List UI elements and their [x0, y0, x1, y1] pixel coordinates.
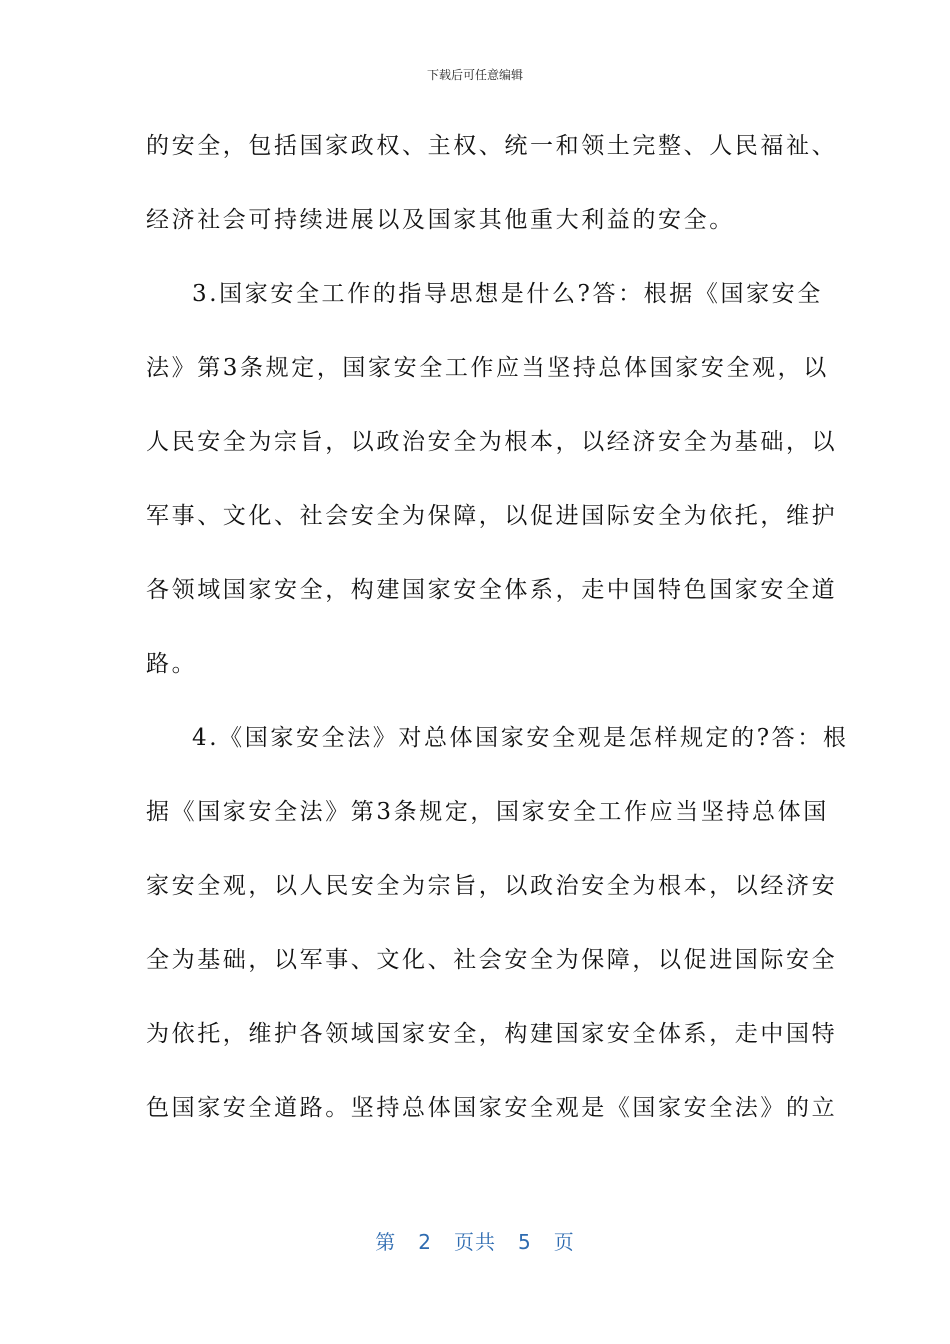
text-line: 色国家安全道路。坚持总体国家安全观是《国家安全法》的立	[146, 1095, 838, 1121]
text-line: 路。	[146, 651, 198, 677]
footer-suffix: 页	[553, 1230, 575, 1254]
question-4-line: 4.《国家安全法》对总体国家安全观是怎样规定的?答：根	[192, 725, 849, 751]
text-line: 家安全观，以人民安全为宗旨，以政治安全为根本，以经济安	[146, 873, 838, 899]
question-3-line: 3.国家安全工作的指导思想是什么?答：根据《国家安全	[192, 281, 823, 307]
page-footer	[0, 1226, 950, 1255]
footer-prefix: 第	[375, 1230, 397, 1254]
text-line: 人民安全为宗旨，以政治安全为根本，以经济安全为基础，以	[146, 429, 838, 455]
document-body	[146, 128, 849, 1164]
text-line: 军事、文化、社会安全为保障，以促进国际安全为依托，维护	[146, 503, 838, 529]
text-line: 经济社会可持续进展以及国家其他重大利益的安全。	[146, 207, 735, 233]
page-header: 下载后可任意编辑	[426, 68, 523, 82]
text-line: 全为基础，以军事、文化、社会安全为保障，以促进国际安全	[146, 947, 838, 973]
text-line: 法》第3条规定，国家安全工作应当坚持总体国家安全观，以	[146, 355, 829, 381]
footer-middle: 页共	[454, 1230, 496, 1254]
text-line: 据《国家安全法》第3条规定，国家安全工作应当坚持总体国	[146, 799, 829, 825]
text-line: 的安全，包括国家政权、主权、统一和领土完整、人民福祉、	[146, 133, 838, 159]
text-line: 为依托，维护各领域国家安全，构建国家安全体系，走中国特	[146, 1021, 838, 1047]
page-number: 2	[418, 1230, 432, 1254]
page-total: 5	[518, 1230, 532, 1254]
text-line: 各领域国家安全，构建国家安全体系，走中国特色国家安全道	[146, 577, 838, 603]
